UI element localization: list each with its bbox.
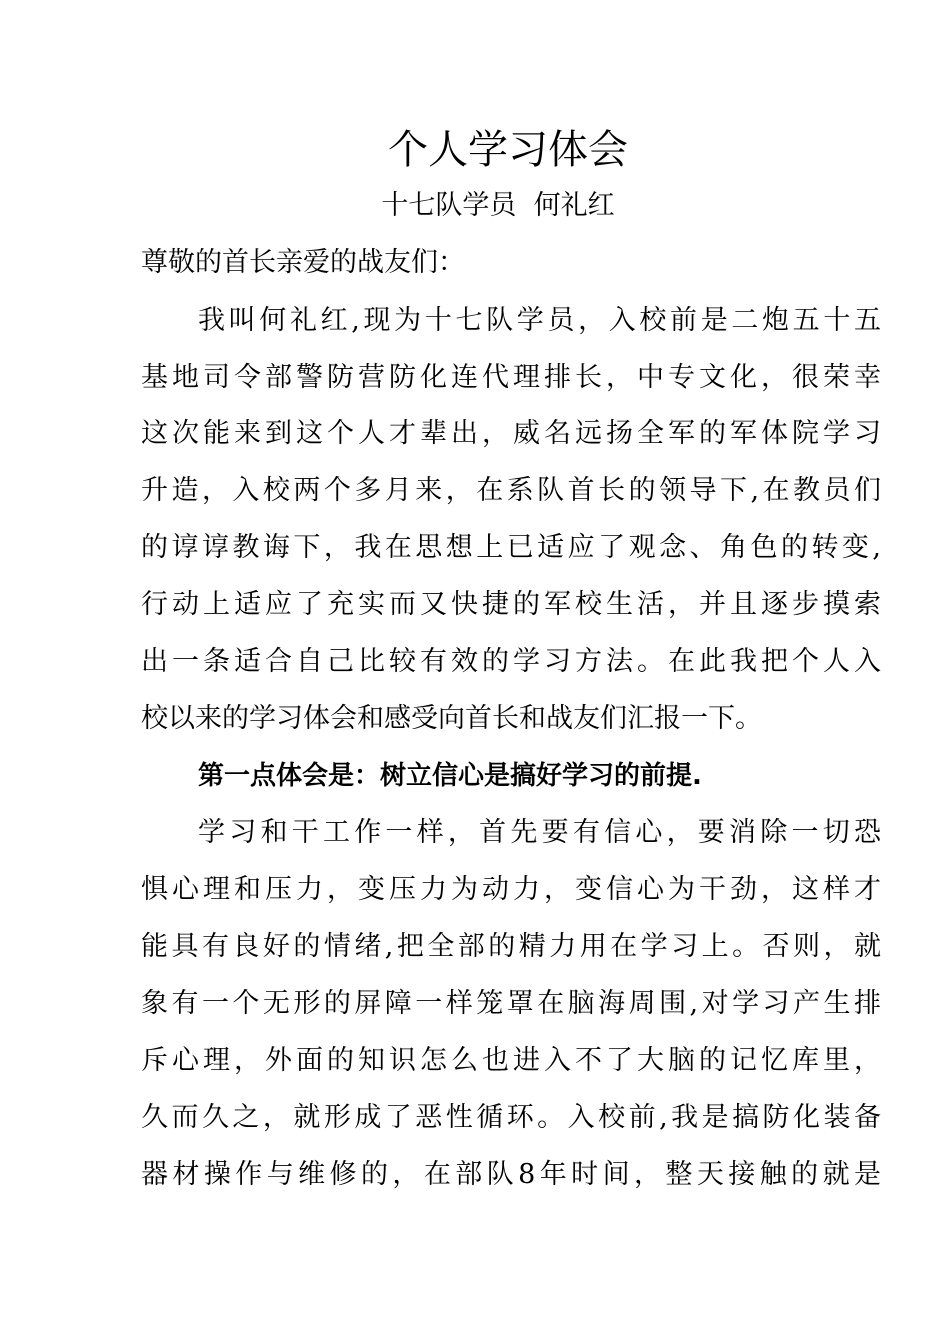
text-line: 的谆谆教诲下，我在思想上已适应了观念、角色的转变, — [141, 532, 881, 563]
text-line: 能具有良好的情绪,把全部的精力用在学习上。否则，就 — [141, 931, 881, 962]
text-line: 器材操作与维修的，在部队8年时间，整天接触的就是 — [141, 1159, 881, 1190]
text-line: 这次能来到这个人才辈出，威名远扬全军的军体院学习 — [141, 418, 881, 449]
text-line: 基地司令部警防营防化连代理排长，中专文化，很荣幸 — [141, 362, 881, 393]
text-line: 我叫何礼红,现为十七队学员，入校前是二炮五十五 — [198, 305, 881, 336]
document-title: 个人学习体会 — [388, 127, 628, 173]
text-line: 久而久之，就形成了恶性循环。入校前,我是搞防化装备 — [141, 1102, 881, 1133]
text-line: 斥心理，外面的知识怎么也进入不了大脑的记忆库里， — [141, 1045, 881, 1076]
text-line: 象有一个无形的屏障一样笼罩在脑海周围,对学习产生排 — [141, 988, 881, 1019]
text-line: 校以来的学习体会和感受向首长和战友们汇报一下。 — [141, 703, 762, 734]
text-line: 学习和干工作一样，首先要有信心，要消除一切恐 — [198, 817, 881, 848]
section-heading: 第一点体会是：树立信心是搞好学习的前提. — [198, 761, 702, 791]
author-byline: 十七队学员 何礼红 — [381, 190, 615, 221]
text-line: 行动上适应了充实而又快捷的军校生活，并且逐步摸索 — [141, 589, 881, 620]
salutation: 尊敬的首长亲爱的战友们： — [141, 247, 465, 278]
text-line: 升造，入校两个多月来，在系队首长的领导下,在教员们 — [141, 475, 881, 506]
text-line: 惧心理和压力，变压力为动力，变信心为干劲，这样才 — [141, 874, 881, 905]
text-line: 出一条适合自己比较有效的学习方法。在此我把个人入 — [141, 646, 881, 677]
